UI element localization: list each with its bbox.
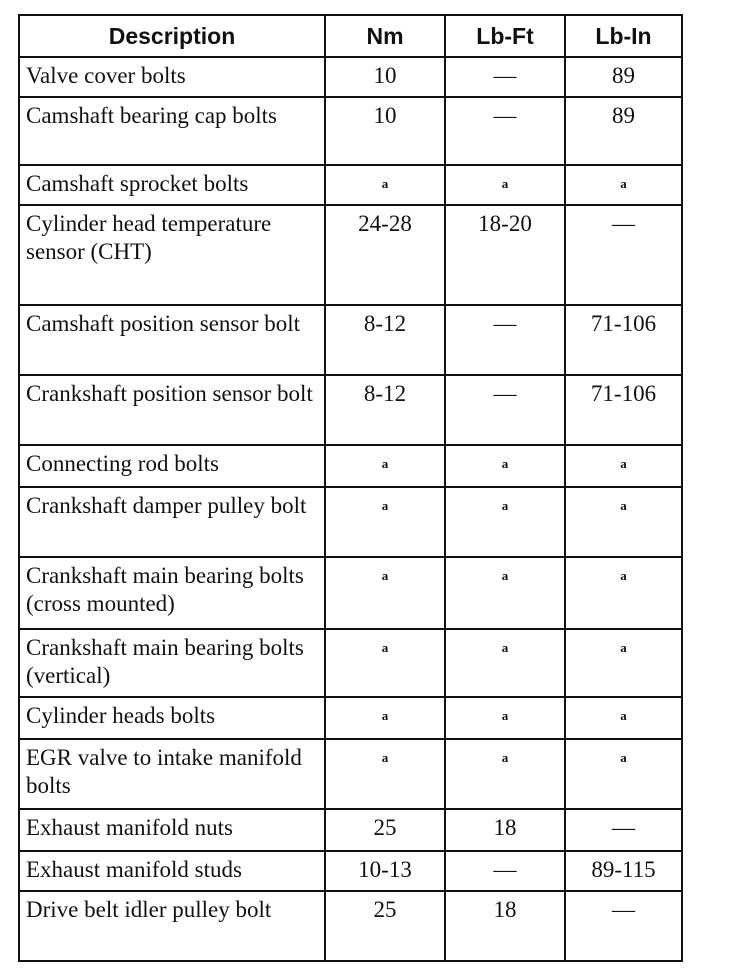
value-lb-in-text: 89-115 xyxy=(591,857,656,882)
table-row xyxy=(19,891,682,961)
value-lb-in-text: 71-106 xyxy=(590,311,657,336)
value-lb-in xyxy=(565,809,682,851)
value-nm xyxy=(325,891,445,961)
row-description: Crankshaft position sensor bolt xyxy=(19,375,325,445)
value-nm xyxy=(325,487,445,557)
value-nm xyxy=(325,697,445,739)
value-nm xyxy=(325,629,445,697)
row-description: Exhaust manifold nuts xyxy=(19,809,325,851)
value-nm xyxy=(325,375,445,445)
value-lb-in-text: 89 xyxy=(612,63,635,88)
row-description: Crankshaft main bearing bolts (vertical) xyxy=(19,629,325,697)
value-lb-ft xyxy=(445,57,565,97)
value-lb-in-text: a xyxy=(620,498,627,513)
value-lb-in xyxy=(565,57,682,97)
value-lb-in xyxy=(565,557,682,629)
value-nm-text: 10 xyxy=(373,63,397,88)
table-row xyxy=(19,697,682,739)
value-nm-text: a xyxy=(381,750,389,765)
value-nm-text: 8-12 xyxy=(363,311,407,336)
header-row xyxy=(19,15,682,57)
value-nm xyxy=(325,305,445,375)
table-body xyxy=(19,57,682,961)
table-row xyxy=(19,851,682,891)
table-row xyxy=(19,57,682,97)
value-lb-in-text: a xyxy=(620,176,627,191)
value-lb-in-text: a xyxy=(620,568,627,583)
value-lb-ft-text: a xyxy=(501,176,509,191)
value-nm-text: a xyxy=(381,640,389,655)
value-lb-ft-text: a xyxy=(501,568,509,583)
value-lb-in xyxy=(565,165,682,205)
value-lb-ft xyxy=(445,851,565,891)
row-description: Cylinder heads bolts xyxy=(19,697,325,739)
value-lb-in xyxy=(565,305,682,375)
value-lb-in xyxy=(565,697,682,739)
table-row xyxy=(19,205,682,305)
value-nm-text: 24-28 xyxy=(358,211,412,236)
value-nm xyxy=(325,809,445,851)
value-lb-ft-text: — xyxy=(493,311,517,336)
value-lb-in-text: — xyxy=(612,211,635,236)
value-nm-text: 25 xyxy=(373,897,397,922)
value-nm-text: 10 xyxy=(373,103,397,128)
value-lb-in xyxy=(565,739,682,809)
row-description: Drive belt idler pulley bolt xyxy=(19,891,325,961)
value-nm-text: a xyxy=(381,176,389,191)
value-nm xyxy=(325,739,445,809)
value-nm xyxy=(325,205,445,305)
value-lb-in xyxy=(565,851,682,891)
row-description: Valve cover bolts xyxy=(19,57,325,97)
value-nm-text: a xyxy=(381,708,389,723)
value-lb-in-text: 89 xyxy=(612,103,635,128)
row-description: Crankshaft main bearing bolts (cross mounted) xyxy=(19,557,325,629)
header-nm: Nm xyxy=(325,15,445,57)
value-lb-in xyxy=(565,375,682,445)
value-lb-ft xyxy=(445,97,565,165)
value-lb-in xyxy=(565,445,682,487)
row-description: Connecting rod bolts xyxy=(19,445,325,487)
value-lb-ft-text: — xyxy=(493,103,517,128)
row-description: Camshaft sprocket bolts xyxy=(19,165,325,205)
value-lb-ft xyxy=(445,739,565,809)
value-lb-ft xyxy=(445,487,565,557)
row-description: Crankshaft damper pulley bolt xyxy=(19,487,325,557)
table-row xyxy=(19,375,682,445)
value-lb-ft xyxy=(445,445,565,487)
value-nm-text: a xyxy=(381,456,389,471)
row-description: EGR valve to intake manifold bolts xyxy=(19,739,325,809)
value-lb-in-text: — xyxy=(612,897,635,922)
value-lb-ft-text: — xyxy=(493,63,517,88)
value-lb-ft-text: 18-20 xyxy=(478,211,532,236)
value-lb-ft xyxy=(445,697,565,739)
value-nm-text: 8-12 xyxy=(363,381,407,406)
value-lb-ft xyxy=(445,629,565,697)
value-lb-in-text: a xyxy=(620,708,627,723)
value-lb-ft-text: — xyxy=(493,857,517,882)
value-lb-in-text: a xyxy=(620,640,627,655)
value-lb-in xyxy=(565,629,682,697)
header-lb-in: Lb-In xyxy=(565,15,682,57)
value-nm-text: a xyxy=(381,498,389,513)
value-lb-in xyxy=(565,891,682,961)
row-description: Exhaust manifold studs xyxy=(19,851,325,891)
table-row xyxy=(19,809,682,851)
value-nm xyxy=(325,97,445,165)
value-lb-ft xyxy=(445,305,565,375)
value-lb-in xyxy=(565,205,682,305)
value-lb-in xyxy=(565,487,682,557)
value-nm xyxy=(325,851,445,891)
row-description: Cylinder head temperature sensor (CHT) xyxy=(19,205,325,305)
value-lb-in xyxy=(565,97,682,165)
value-lb-ft-text: a xyxy=(501,708,509,723)
value-nm-text: 25 xyxy=(373,815,397,840)
table-row xyxy=(19,629,682,697)
row-description: Camshaft bearing cap bolts xyxy=(19,97,325,165)
value-lb-ft xyxy=(445,557,565,629)
value-nm xyxy=(325,57,445,97)
value-lb-ft xyxy=(445,375,565,445)
table-row xyxy=(19,97,682,165)
value-lb-ft xyxy=(445,165,565,205)
torque-spec-table xyxy=(18,14,683,962)
table-row xyxy=(19,165,682,205)
value-lb-in-text: a xyxy=(620,750,627,765)
value-lb-ft-text: a xyxy=(501,498,509,513)
value-nm xyxy=(325,165,445,205)
value-lb-in-text: a xyxy=(620,456,627,471)
value-lb-ft-text: a xyxy=(501,456,509,471)
value-nm-text: a xyxy=(381,568,389,583)
value-nm-text: 10-13 xyxy=(358,857,412,882)
value-lb-ft-text: 18 xyxy=(493,897,517,922)
value-nm xyxy=(325,445,445,487)
header-description: Description xyxy=(19,15,325,57)
value-lb-ft-text: a xyxy=(501,640,509,655)
value-lb-ft xyxy=(445,205,565,305)
value-lb-in-text: 71-106 xyxy=(590,381,657,406)
value-lb-ft xyxy=(445,809,565,851)
table-row xyxy=(19,445,682,487)
table-row xyxy=(19,739,682,809)
value-lb-in-text: — xyxy=(612,815,635,840)
value-lb-ft xyxy=(445,891,565,961)
row-description: Camshaft position sensor bolt xyxy=(19,305,325,375)
value-lb-ft-text: a xyxy=(501,750,509,765)
value-lb-ft-text: — xyxy=(493,381,517,406)
value-lb-ft-text: 18 xyxy=(493,815,517,840)
table-row xyxy=(19,487,682,557)
table-row xyxy=(19,557,682,629)
value-nm xyxy=(325,557,445,629)
table-row xyxy=(19,305,682,375)
header-lb-ft: Lb-Ft xyxy=(445,15,565,57)
